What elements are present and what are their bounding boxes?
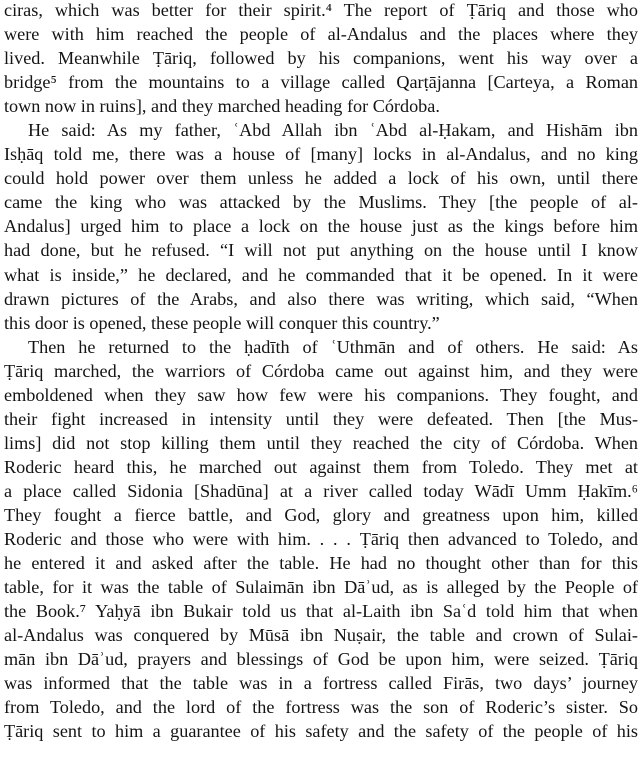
text-line: their fight increased in intensity until they were defeated. Then [the Mus- — [4, 408, 638, 429]
text-line: a place called Sidonia [Shadūna] at a river called today Wādī Umm Ḥakīm.⁶ — [4, 480, 638, 501]
text-line: He said: As my father, ʿAbd Allah ibn ʿAbd al-Ḥakam, and Hishām ibn — [28, 120, 638, 141]
text-line: Isḥāq told me, there was a house of [many] locks in al-Andalus, and no king — [4, 144, 638, 165]
text-line: Roderic and those who were with him. . . . Ṭāriq then advanced to Toledo, and — [4, 529, 638, 550]
text-line: lims] did not stop killing them until they reached the city of Córdoba. When — [4, 432, 638, 453]
text-line: this door is opened, these people will conquer this country.” — [4, 312, 440, 333]
text-line: had done, but he refused. “I will not put anything on the house until I know — [4, 240, 638, 261]
text-line: were with him reached the people of al-Andalus and the places where they — [4, 24, 638, 45]
text-line: They fought a fierce battle, and God, glory and greatness upon him, killed — [4, 504, 638, 525]
text-line: the Book.⁷ Yaḥyā ibn Bukair told us that al-Laith ibn Saʿd told him that when — [4, 601, 638, 622]
text-line: drawn pictures of the Arabs, and also there was writing, which said, “When — [4, 288, 638, 309]
text-line: bridge⁵ from the mountains to a village called Qarṭājanna [Carteya, a Roman — [4, 72, 638, 93]
text-line: he entered it and asked after the table. He had no thought other than for this — [4, 553, 638, 574]
text-line: Andalus] urged him to place a lock on the house just as the kings before him — [4, 216, 638, 237]
text-line: from Toledo, and the lord of the fortress was the son of Roderic’s sister. So — [4, 697, 638, 718]
text-line: Roderic heard this, he marched out against them from Toledo. They met at — [4, 456, 638, 477]
text-line: ciras, which was better for their spirit.⁴ The report of Ṭāriq and those who — [4, 0, 638, 20]
paragraph-1 — [4, 0, 638, 118]
text-line: Ṭāriq marched, the warriors of Córdoba came out against him, and they were — [4, 360, 638, 381]
text-line: al-Andalus was conquered by Mūsā ibn Nuṣair, the table and crown of Sulai- — [4, 625, 638, 646]
text-line: lived. Meanwhile Ṭāriq, followed by his companions, went his way over a — [4, 48, 638, 69]
text-line: town now in ruins], and they marched heading for Córdoba. — [4, 96, 440, 117]
text-line: was informed that the table was in a fortress called Firās, two days’ journey — [4, 673, 638, 694]
text-line: Then he returned to the ḥadīth of ʿUthmān and of others. He said: As — [28, 336, 638, 357]
text-line: could hold power over them unless he added a lock of his own, until there — [4, 168, 638, 189]
text-line: table, for it was the table of Sulaimān ibn Dāʾud, as is alleged by the People of — [4, 577, 638, 598]
paragraph-3 — [4, 335, 638, 744]
paragraph-2 — [4, 118, 638, 334]
text-line: what is inside,” he declared, and he commanded that it be opened. In it were — [4, 264, 638, 285]
text-line: came the king who was attacked by the Muslims. They [the people of al- — [4, 192, 638, 213]
text-line: mān ibn Dāʾud, prayers and blessings of God be upon him, were seized. Ṭāriq — [4, 649, 638, 670]
text-line: emboldened when they saw how few were his companions. They fought, and — [4, 384, 638, 405]
text-line: Ṭāriq sent to him a guarantee of his safety and the safety of the people of his — [4, 721, 638, 742]
